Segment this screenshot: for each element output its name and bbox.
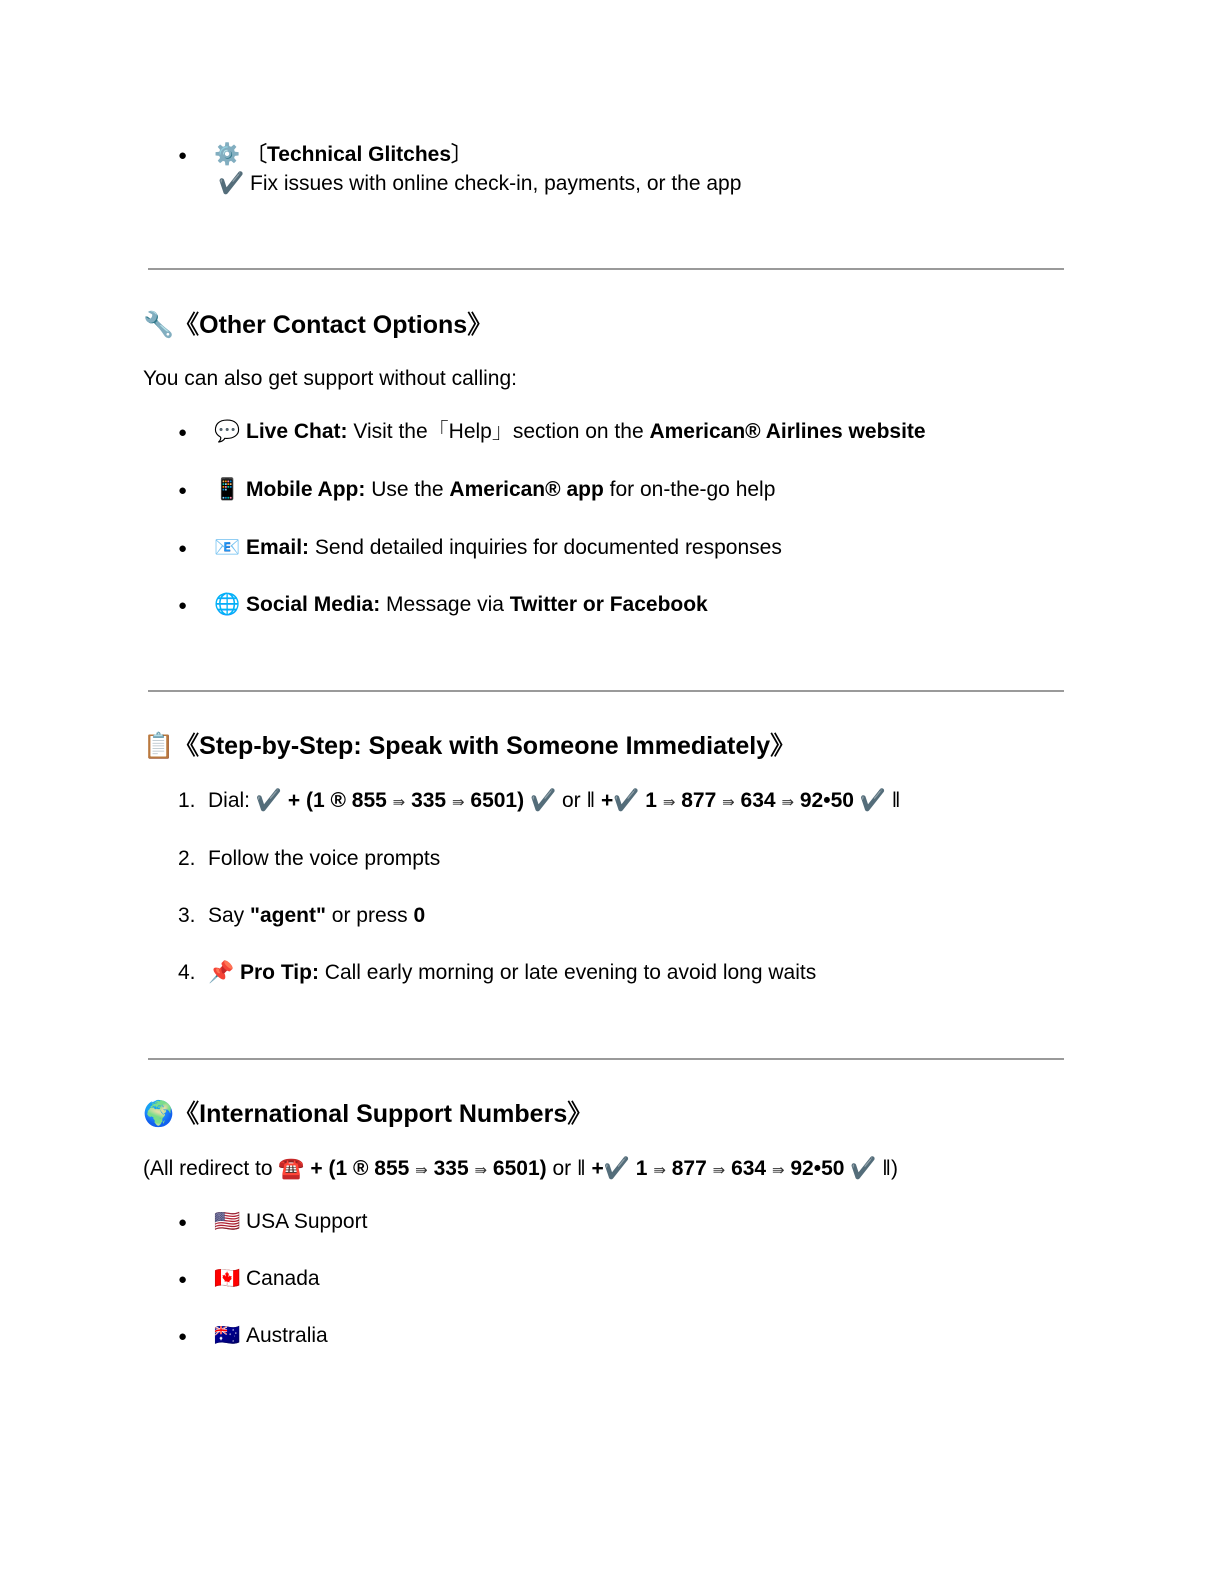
telephone-icon: ☎️ [278, 1157, 305, 1180]
list-item-usa [214, 1208, 367, 1236]
arrow-icon: ⇛ [415, 1162, 428, 1179]
bullet: ● [178, 1328, 188, 1345]
redirect-open: (All redirect to [143, 1157, 279, 1180]
email-text: Send detailed inquiries for documented responses [309, 536, 782, 559]
other-contact-title: 《Other Contact Options》 [174, 311, 493, 339]
bullet: ● [178, 482, 188, 499]
pro-tip-label: Pro Tip: [240, 961, 319, 984]
bullet: ● [178, 540, 188, 557]
step-3-text-c: or press [325, 904, 414, 927]
divider [148, 1058, 1064, 1060]
technical-glitches-title: 〔Technical Glitches〕 [246, 143, 473, 166]
pro-tip-text: Call early morning or late evening to avoid long waits [318, 961, 817, 984]
list-item-australia [214, 1322, 328, 1350]
list-item-mobile-app [214, 476, 775, 504]
agent-keyword: "agent" [250, 904, 326, 927]
pushpin-icon: 📌 [208, 961, 235, 984]
separator: ‖ [586, 789, 596, 812]
step-2 [178, 845, 440, 873]
dial-label: Dial: [208, 789, 251, 812]
canada-label: Canada [246, 1267, 320, 1290]
email-label: Email: [246, 536, 310, 559]
other-contact-heading [143, 309, 492, 341]
step-3 [178, 902, 425, 930]
phone2-part-d: 92•50 [799, 789, 854, 812]
redirect-close: ) [890, 1157, 898, 1180]
list-item-social-media [214, 591, 708, 619]
step-4 [178, 959, 816, 987]
or-text: or [561, 789, 581, 812]
bullet: ● [178, 147, 188, 164]
us-flag-icon: 🇺🇸 [214, 1210, 241, 1233]
phone1-part-c: 6501) [492, 1157, 547, 1180]
international-heading [143, 1098, 592, 1130]
mobile-app-label: Mobile App: [246, 478, 366, 501]
arrow-icon: ⇛ [662, 794, 676, 811]
check-icon: ✔️ [218, 172, 245, 195]
gear-icon: ⚙️ [214, 143, 241, 166]
american-app-text: American® app [449, 478, 604, 501]
phone2-part-b: 877 [671, 1157, 707, 1180]
check-icon: ✔️ [603, 1157, 630, 1180]
phone2-part-b: 877 [681, 789, 717, 812]
bullet: ● [178, 597, 188, 614]
phone2-part-c: 634 [740, 789, 776, 812]
arrow-icon: ⇛ [781, 794, 795, 811]
arrow-icon: ⇛ [722, 794, 735, 811]
check-icon: ✔️ [850, 1157, 877, 1180]
mobile-app-text-c: for on-the-go help [603, 478, 776, 501]
phone1-part-a: + (1 ® 855 [287, 789, 387, 812]
clipboard-icon: 📋 [143, 732, 175, 760]
check-icon: ✔️ [529, 789, 557, 812]
live-chat-label: Live Chat: [246, 420, 348, 443]
step-number: 2. [178, 847, 196, 870]
check-icon: ✔️ [255, 789, 283, 812]
arrow-icon: ⇛ [451, 794, 465, 811]
arrow-icon: ⇛ [474, 1162, 488, 1179]
technical-glitches-desc [218, 170, 741, 198]
separator: ‖ [577, 1157, 586, 1180]
technical-glitches-item [214, 141, 472, 169]
plus-sign: + [601, 789, 614, 812]
phone1-part-a: + (1 ® 855 [310, 1157, 410, 1180]
separator: ‖ [882, 1157, 891, 1180]
bullet: ● [178, 1271, 188, 1288]
australia-label: Australia [246, 1324, 328, 1347]
arrow-icon: ⇛ [712, 1162, 726, 1179]
step-2-text: Follow the voice prompts [208, 847, 441, 870]
speech-bubble-icon: 💬 [214, 420, 241, 443]
social-media-label: Social Media: [246, 593, 381, 616]
australia-flag-icon: 🇦🇺 [214, 1324, 241, 1347]
phone2-part-d: 92•50 [790, 1157, 845, 1180]
step-number: 1. [178, 789, 196, 812]
check-icon: ✔️ [613, 789, 640, 812]
globe-icon: 🌐 [214, 593, 241, 616]
twitter-facebook-text: Twitter or Facebook [509, 593, 708, 616]
arrow-icon: ⇛ [392, 794, 406, 811]
press-zero: 0 [413, 904, 426, 927]
list-item-email [214, 534, 782, 562]
usa-support-label: USA Support [246, 1210, 368, 1233]
divider [148, 690, 1064, 692]
canada-flag-icon: 🇨🇦 [214, 1267, 241, 1290]
social-media-text: Message via [380, 593, 510, 616]
check-icon: ✔️ [859, 789, 886, 812]
list-item-canada [214, 1265, 320, 1293]
other-contact-intro: You can also get support without calling: [143, 367, 517, 390]
phone1-part-b: 335 [433, 1157, 469, 1180]
divider [148, 268, 1064, 270]
email-icon: 📧 [214, 536, 241, 559]
plus-sign: + [591, 1157, 604, 1180]
international-title: 《International Support Numbers》 [174, 1100, 593, 1128]
phone2-part-a: 1 [645, 789, 657, 812]
redirect-line [143, 1155, 898, 1185]
phone2-part-c: 634 [731, 1157, 767, 1180]
bullet: ● [178, 424, 188, 441]
arrow-icon: ⇛ [771, 1162, 785, 1179]
mobile-phone-icon: 📱 [214, 478, 241, 501]
step-3-text-a: Say [208, 904, 251, 927]
american-website-link-text: American® Airlines website [649, 420, 926, 443]
or-text: or [552, 1157, 572, 1180]
bullet: ● [178, 1214, 188, 1231]
globe-earth-icon: 🌍 [143, 1100, 175, 1128]
wrench-icon: 🔧 [143, 311, 175, 339]
phone1-part-b: 335 [411, 789, 447, 812]
step-by-step-heading [143, 730, 795, 762]
step-1 [178, 787, 900, 817]
step-by-step-title: 《Step-by-Step: Speak with Someone Immediately》 [174, 732, 796, 760]
step-number: 3. [178, 904, 196, 927]
arrow-icon: ⇛ [653, 1162, 666, 1179]
live-chat-text: Visit the「Help」section on the [347, 420, 650, 443]
list-item-live-chat [214, 418, 926, 446]
mobile-app-text-a: Use the [365, 478, 450, 501]
phone1-part-c: 6501) [470, 789, 525, 812]
phone2-part-a: 1 [635, 1157, 648, 1180]
technical-desc-text: Fix issues with online check-in, payments, or the app [250, 172, 742, 195]
step-number: 4. [178, 961, 196, 984]
separator: ‖ [891, 789, 901, 812]
